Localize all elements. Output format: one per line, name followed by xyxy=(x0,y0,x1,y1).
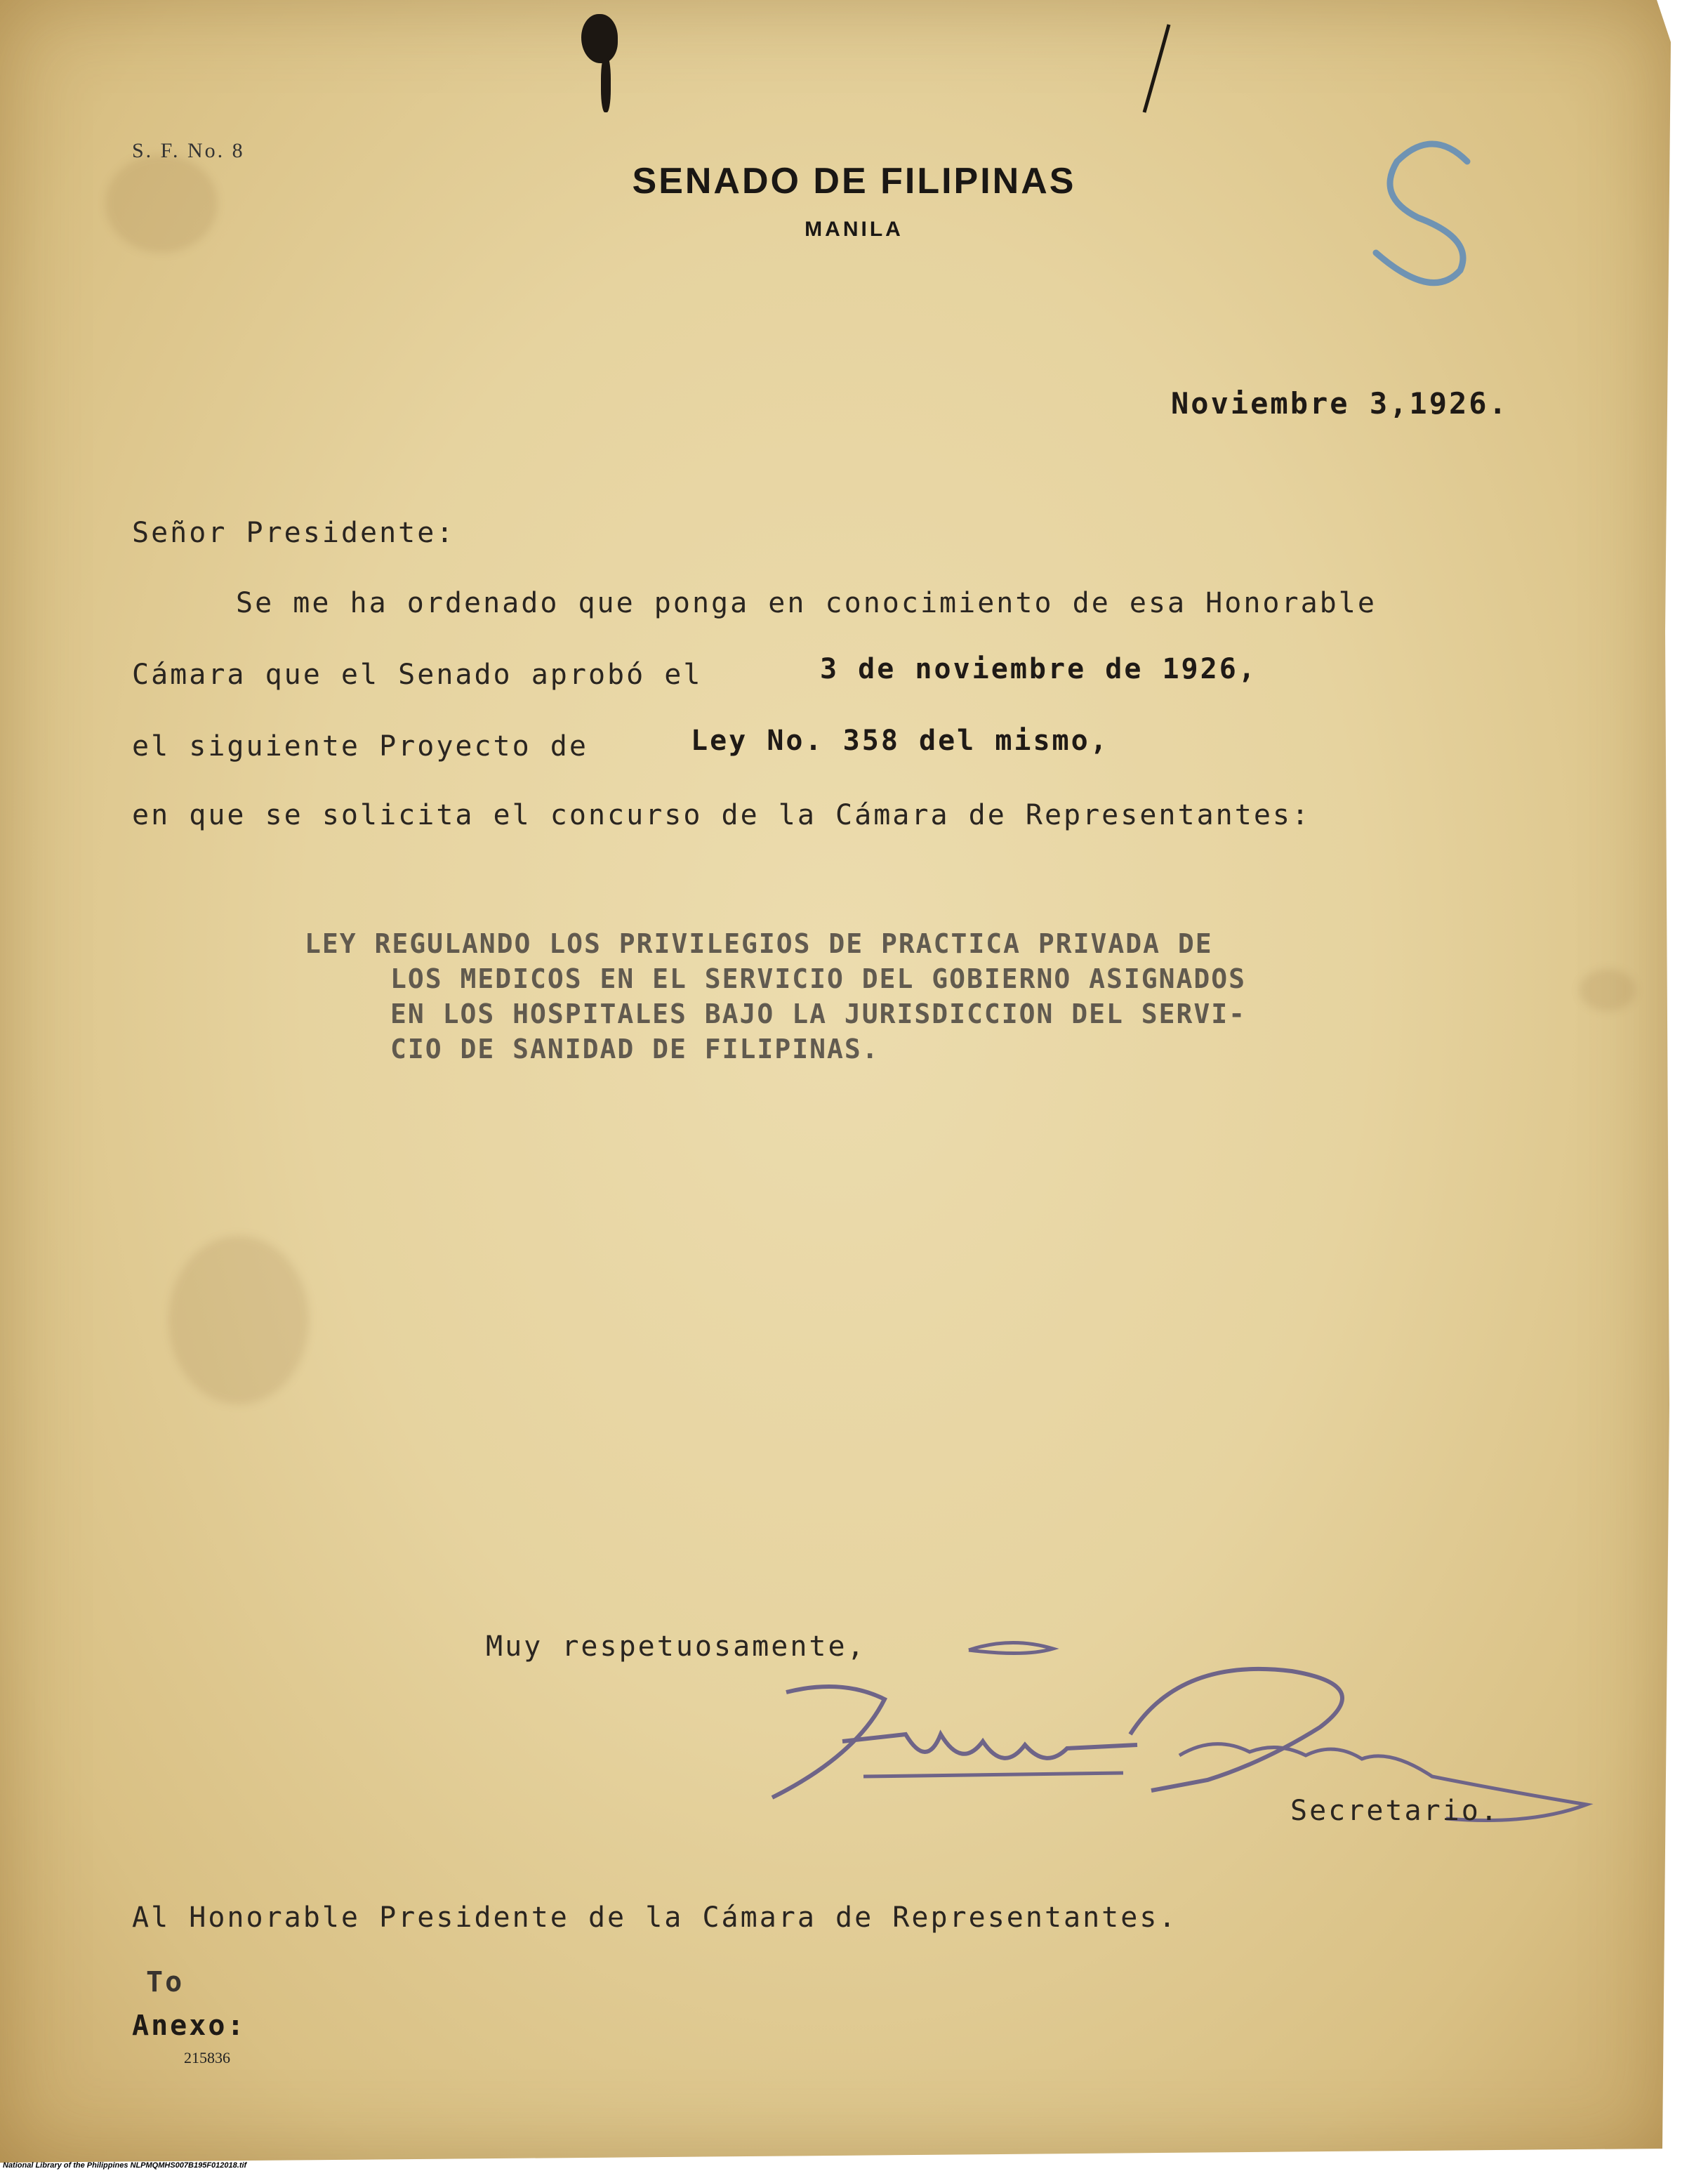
pen-stroke-mark xyxy=(1130,21,1179,119)
body-line-1: Se me ha ordenado que ponga en conocimiento de esa Honorable xyxy=(236,587,1377,619)
annex-number: 215836 xyxy=(184,2049,230,2066)
addressee: Al Honorable Presidente de la Cámara de Representantes. xyxy=(132,1901,1178,1934)
bill-title-line-4: CIO DE SANIDAD DE FILIPINAS. xyxy=(390,1034,880,1064)
signer-title: Secretario. xyxy=(1290,1795,1500,1827)
salutation: Señor Presidente: xyxy=(132,517,456,549)
letterhead-city: MANILA xyxy=(805,218,903,241)
letterhead-title: SENADO DE FILIPINAS xyxy=(632,161,1076,202)
archive-caption: National Library of the Philippines NLPMQMHS007B195F012018.tif xyxy=(3,2161,247,2170)
to-label: To xyxy=(146,1966,185,1998)
stain-right-edge xyxy=(1580,969,1636,1011)
blue-pencil-s-mark xyxy=(1355,133,1509,295)
body-line-4: en que se solicita el concurso de la Cámara de Representantes: xyxy=(132,799,1311,831)
body-line-2: Cámara que el Senado aprobó el xyxy=(132,659,703,691)
stain-left-middle xyxy=(168,1236,309,1404)
file-reference: S. F. No. 8 xyxy=(132,139,245,162)
page-margin xyxy=(1671,0,1708,2176)
bill-number: Ley No. 358 del mismo, xyxy=(691,725,1109,757)
bill-title-line-2: LOS MEDICOS EN EL SERVICIO DEL GOBIERNO ASIGNADOS xyxy=(390,963,1247,994)
ink-blot xyxy=(581,14,618,63)
bill-title-line-1: LEY REGULANDO LOS PRIVILEGIOS DE PRACTICA PRIVADA DE xyxy=(305,928,1213,959)
ink-drip xyxy=(601,56,611,112)
approval-date: 3 de noviembre de 1926, xyxy=(820,653,1257,685)
annex-label: Anexo: xyxy=(132,2010,246,2042)
bill-title-line-3: EN LOS HOSPITALES BAJO LA JURISDICCION DEL SERVI- xyxy=(390,998,1247,1029)
closing: Muy respetuosamente, xyxy=(486,1630,866,1663)
body-line-3: el siguiente Proyecto de xyxy=(132,730,588,763)
letter-date: Noviembre 3,1926. xyxy=(1171,386,1509,421)
